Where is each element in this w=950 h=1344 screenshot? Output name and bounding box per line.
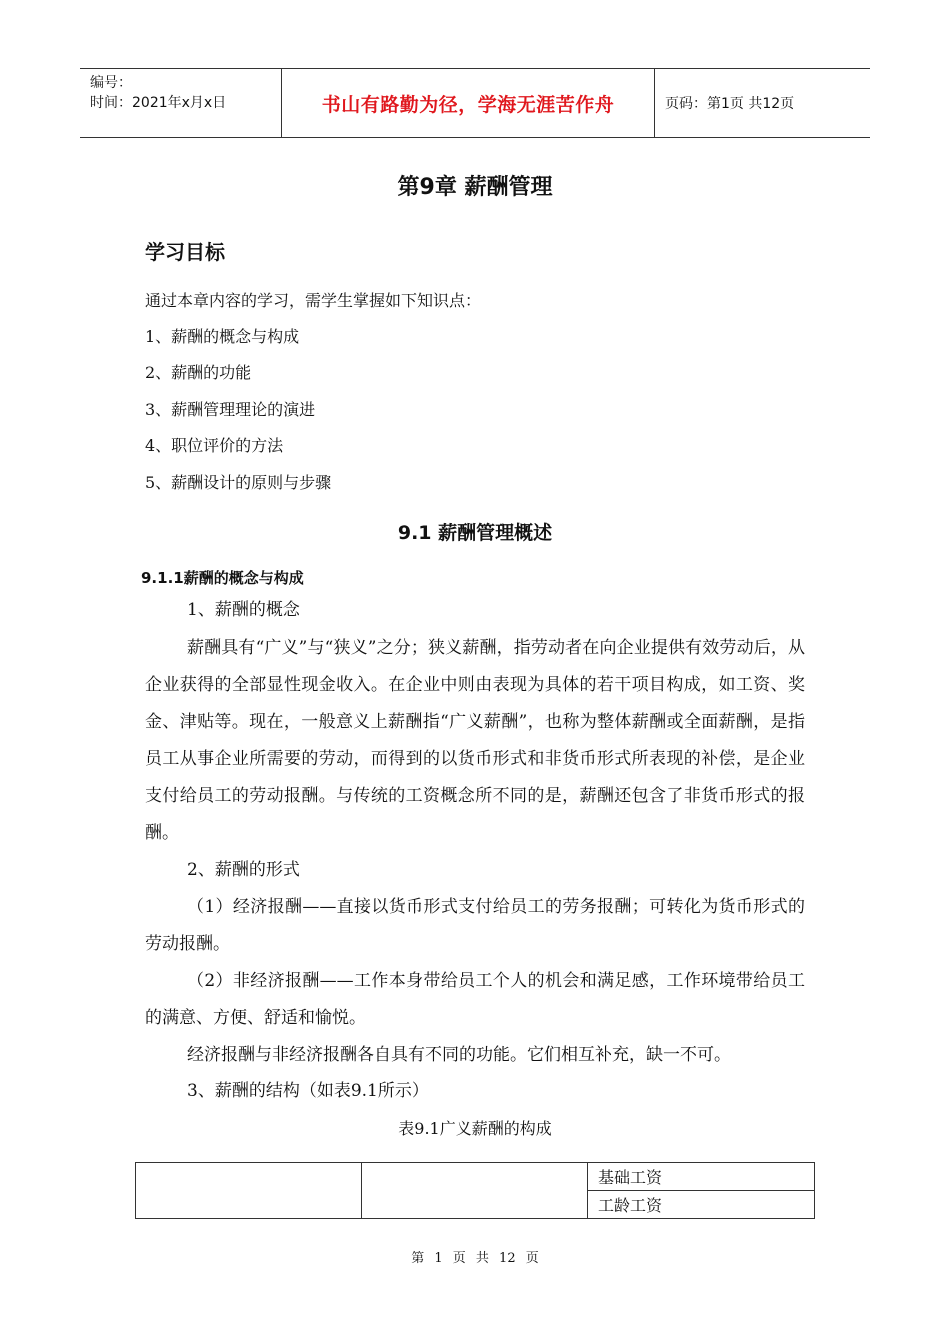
objectives-intro: 通过本章内容的学习，需学生掌握如下知识点：	[145, 291, 482, 310]
paragraph-complement: 经济报酬与非经济报酬各自具有不同的功能。它们相互补充，缺一不可。	[187, 1045, 731, 1065]
objective-item-5: 5、薪酬设计的原则与步骤	[145, 473, 332, 492]
table-cell-seniority-wage: 工龄工资	[598, 1196, 663, 1215]
paragraph-economic: （1）经济报酬——直接以货币形式支付给员工的劳务报酬；可转化为货币形式的劳动报酬。	[145, 897, 805, 954]
table-column-3	[588, 1163, 814, 1218]
paragraph-concept-heading: 1、薪酬的概念	[187, 600, 300, 620]
table-column-2	[362, 1163, 588, 1218]
chapter-title: 第9章 薪酬管理	[397, 175, 553, 200]
objective-item-4: 4、职位评价的方法	[145, 436, 284, 455]
paragraph-structure-heading: 3、薪酬的结构（如表9.1所示）	[187, 1081, 429, 1101]
composition-table	[135, 1162, 815, 1219]
paragraph-forms-heading: 2、薪酬的形式	[187, 860, 300, 880]
objectives-heading: 学习目标	[145, 240, 225, 264]
objective-item-3: 3、薪酬管理理论的演进	[145, 400, 316, 419]
header-motto: 书山有路勤为径，学海无涯苦作舟	[321, 93, 615, 116]
table-cell-basic-wage: 基础工资	[588, 1163, 814, 1191]
subsection-title: 9.1.1薪酬的概念与构成	[141, 569, 304, 587]
table-column-1	[136, 1163, 362, 1218]
page-header	[80, 68, 870, 138]
table-caption: 表9.1广义薪酬的构成	[398, 1119, 552, 1138]
header-meta	[80, 69, 281, 137]
header-time: 时间：2021年x月x日	[90, 95, 227, 111]
header-motto-cell	[281, 69, 655, 137]
paragraph-concept: 薪酬具有“广义”与“狭义”之分；狭义薪酬，指劳动者在向企业提供有效劳动后，从企业获得的全部显性现金收入。在企业中则由表现为具体的若干项目构成，如工资、奖金、津贴等。现在，一般意义上薪酬指“广义薪酬”，也称为整体薪酬或全面薪酬，是指员工从事企业所需要的劳动，而得到的以货币形式和非货币形式所表现的补偿，是企业支付给员工的劳动报酬。与传统的工资概念所不同的是，薪酬还包含了非货币形式的报酬。	[145, 638, 805, 843]
page-footer: 第 1 页 共 12 页	[411, 1251, 539, 1266]
objective-item-2: 2、薪酬的功能	[145, 363, 252, 382]
header-page-info: 页码：第1页 共12页	[665, 96, 795, 112]
objective-item-1: 1、薪酬的概念与构成	[145, 327, 300, 346]
section-title: 9.1 薪酬管理概述	[397, 522, 553, 544]
paragraph-non-economic: （2）非经济报酬——工作本身带给员工个人的机会和满足感，工作环境带给员工的满意、方便、舒适和愉悦。	[145, 971, 805, 1028]
header-number: 编号：	[90, 75, 132, 91]
